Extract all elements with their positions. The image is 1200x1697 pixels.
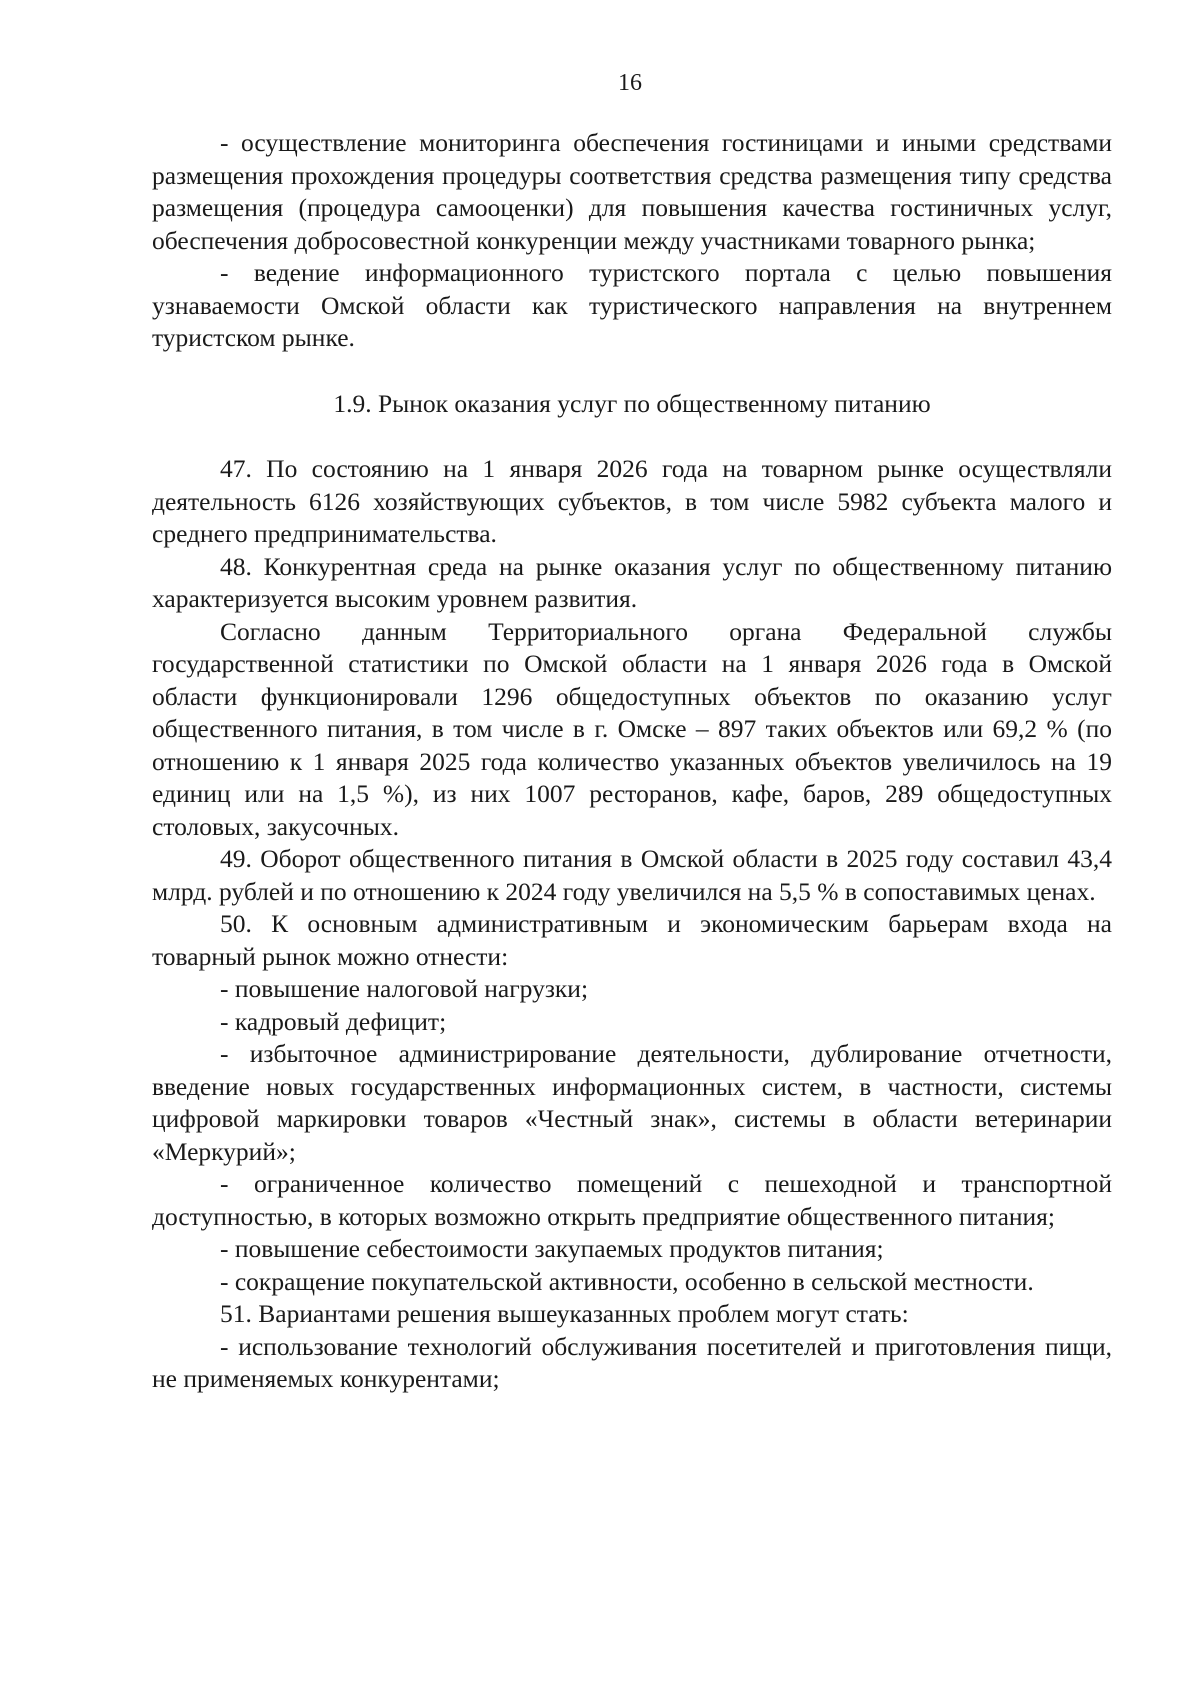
- paragraph-51: 51. Вариантами решения вышеуказанных проблем могут стать:: [220, 1299, 909, 1328]
- paragraph-50: 50. К основным административным и экономическим барьерам входа на товарный рынок можно отнести:: [152, 909, 1112, 971]
- solution-item-technologies: - использование технологий обслуживания посетителей и приготовления пищи, не применяемых конкурентами;: [152, 1331, 1112, 1393]
- paragraph-48: 48. Конкурентная среда на рынке оказания услуг по общественному питанию характеризуется высоким уровнем развития.: [152, 551, 1112, 613]
- barrier-item-premises: - ограниченное количество помещений с пешеходной и транспортной доступностью, в которых возможно открыть предприятие общественного питания;: [152, 1169, 1112, 1231]
- barrier-item-costs: - повышение себестоимости закупаемых продуктов питания;: [220, 1234, 884, 1263]
- barrier-item-activity: - сокращение покупательской активности, особенно в сельской местности.: [220, 1266, 1034, 1296]
- paragraph-47: 47. По состоянию на 1 января 2026 года на товарном рынке осуществляли деятельность 6126 хозяйствующих субъектов, в том числе 5982 субъекта малого и среднего предпринимательства.: [152, 454, 1112, 548]
- paragraph-49: 49. Оборот общественного питания в Омской области в 2025 году составил 43,4 млрд. рублей и по отношению к 2024 году увеличился на 5,5 % в сопоставимых ценах.: [152, 844, 1112, 906]
- document-body: [152, 127, 1112, 1396]
- paragraph-statistics: Согласно данным Территориального органа Федеральной службы государственной статистики по Омской области на 1 января 2026 года в Омской области функционировали 1296 общедоступных объектов по оказанию услуг общественного питания, в том числе в г. Омске – 897 таких объектов или 69,2 % (по отношению к 1 января 2025 года количество указанных объектов увеличилось на 19 единиц или на 1,5 %), из них 1007 ресторанов, кафе, баров, 289 общедоступных столовых, закусочных.: [152, 616, 1112, 841]
- paragraph-hotel-monitoring: - осуществление мониторинга обеспечения гостиницами и иными средствами размещения прохождения процедуры соответствия средства размещения типу средства размещения (процедура самооценки) для повышения качества гостиничных услуг, обеспечения добросовестной конкуренции между участниками товарного рынка;: [152, 128, 1112, 255]
- page-number: 16: [618, 70, 642, 96]
- barrier-item-administration: - избыточное администрирование деятельности, дублирование отчетности, введение новых государственных информационных систем, в частности, системы цифровой маркировки товаров «Честный знак», системы в области ветеринарии «Меркурий»;: [152, 1039, 1112, 1166]
- barrier-item-tax: - повышение налоговой нагрузки;: [220, 974, 589, 1003]
- section-heading: 1.9. Рынок оказания услуг по общественному питанию: [333, 388, 931, 418]
- barrier-item-staff: - кадровый дефицит;: [220, 1006, 447, 1036]
- paragraph-tourist-portal: - ведение информационного туристского портала с целью повышения узнаваемости Омской области как туристического направления на внутреннем туристском рынке.: [152, 258, 1112, 352]
